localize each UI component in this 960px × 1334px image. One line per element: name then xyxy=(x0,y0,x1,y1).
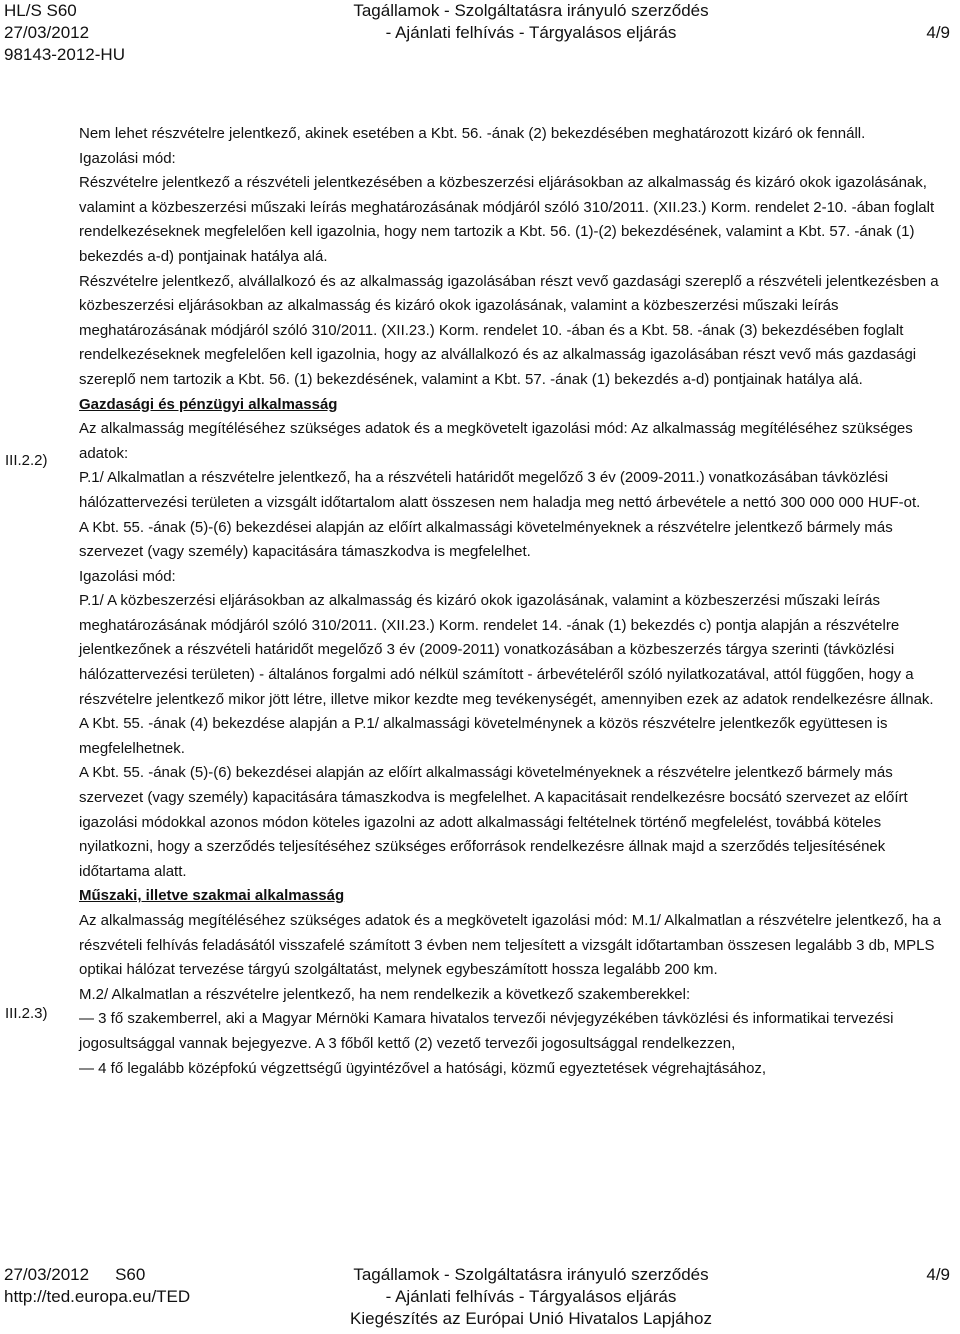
footer-subtitle: - Ajánlati felhívás - Tárgyalásos eljárás xyxy=(385,1287,677,1306)
footer-supplement: Kiegészítés az Európai Unió Hivatalos Lapjához xyxy=(350,1309,712,1328)
technical-m2: M.2/ Alkalmatlan a részvételre jelentkező, ha nem rendelkezik a következő szakemberekkel: xyxy=(79,985,691,1003)
financial-heading: Gazdasági és pénzügyi alkalmasság xyxy=(79,395,338,413)
financial-capacity-2: A Kbt. 55. -ának (5)-(6) bekezdései alapján az előírt alkalmassági követelményeknek a részvételre jelentkező bármely más szervezet (vagy személy) kapacitására támaszkodva is megfelelhet. A kapacitásait rendelkezésre bocsátó szervezet az előírt igazolási módokkal azonos módon köteles igazolni az adott alkalmassági feltételnek történő megfelelést, továbbá köteles nyilatkozni, hogy a szerződés teljesítéséhez szükséges erőforrások rendelkezésre állnak majd a szerződés teljesítésének időtartama alatt. xyxy=(79,764,908,880)
header-left xyxy=(4,0,125,66)
header-page-number: 4/9 xyxy=(926,23,950,42)
header-date: 27/03/2012 xyxy=(4,23,90,42)
footer-page-number: 4/9 xyxy=(926,1265,950,1284)
technical-heading: Műszaki, illetve szakmai alkalmasság xyxy=(79,887,345,905)
section-number-s2: III.2.3) xyxy=(5,1005,48,1022)
header-title: Tagállamok - Szolgáltatásra irányuló szerződés xyxy=(353,1,709,20)
subcontractor-proof-text: Részvételre jelentkező, alvállalkozó és az alkalmasság igazolásában részt vevő gazdasági szereplő a részvételi jelentkezésben a közbeszerzési eljárásokban az alkalmasság és kizáró okok igazolásának, valamint a közbeszerzési műszaki leírás meghatározásának módjáról szóló 310/2011. (XII.23.) Korm. rendelet 10. -ában és a Kbt. 58. -ának (3) bekezdésében foglalt rendelkezéseknek megfelelően kell igazolnia, hogy az alvállalkozó és az alkalmasság igazolásában részt vevő más gazdasági szereplő nem tartozik a Kbt. 56. (1) bekezdésének, valamint a Kbt. 57. -ának (1) bekezdés a-d) pontjainak hatálya alá. xyxy=(79,272,939,388)
footer-url[interactable]: http://ted.europa.eu/TED xyxy=(4,1287,191,1306)
proof-method-label: Igazolási mód: xyxy=(79,149,176,167)
footer-left xyxy=(4,1264,190,1308)
technical-m2-item1: — 3 fő szakemberrel, aki a Magyar Mérnöki Kamara hivatalos tervezői névjegyzékében távközlési és informatikai tervezési jogosultsággal vannak bejegyezve. A 3 főből kettő (2) vezető tervezői jogosultsággal rendelkezzen, xyxy=(79,1010,894,1052)
header-center xyxy=(345,0,717,44)
financial-intro: Az alkalmasság megítéléséhez szükséges adatok és a megkövetelt igazolási mód: Az alkalmasság megítéléséhez szükséges adatok: xyxy=(79,420,913,462)
financial-proof-label: Igazolási mód: xyxy=(79,567,176,585)
header-journal-ref: HL/S S60 xyxy=(4,1,77,20)
header-notice-id: 98143-2012-HU xyxy=(4,45,125,64)
section-number-s1: III.2.2) xyxy=(5,452,48,469)
financial-proof-p1: P.1/ A közbeszerzési eljárásokban az alkalmasság és kizáró okok igazolásának, valamint a közbeszerzési műszaki leírás meghatározásának módjáról szóló 310/2011. (XII.23.) Korm. rendelet 14. -ának (1) bekezdés c) pontja alapján a részvételre jelentkezőnek a részvételi határidőt megelőző 3 év (2009-2011) vonatkozásában a közbeszerzés tárgya szerinti (távközlési hálózattervezési területen) - általános forgalmi adó nélkül számított - árbevételéről szóló nyilatkozatával, attól függően, hogy a részvételre jelentkező mikor jött létre, illetve mikor kezdte meg tevékenységét, amennyiben ezek az adatok rendelkezésre állnak. xyxy=(79,592,934,708)
main-content xyxy=(79,122,955,1081)
header-subtitle: - Ajánlati felhívás - Tárgyalásos eljárás xyxy=(385,23,677,42)
financial-joint: A Kbt. 55. -ának (4) bekezdése alapján a P.1/ alkalmassági követelménynek a közös részvételre jelentkezők együttesen is megfelelhetnek. xyxy=(79,715,888,757)
footer-title: Tagállamok - Szolgáltatásra irányuló szerződés xyxy=(353,1265,709,1284)
footer-section: S60 xyxy=(115,1265,146,1284)
footer-center xyxy=(345,1264,717,1330)
applicant-proof-text: Részvételre jelentkező a részvételi jelentkezésében a közbeszerzési eljárásokban az alkalmasság és kizáró okok igazolásának, valamint a közbeszerzési műszaki leírás meghatározásának módjáról szóló 310/2011. (XII.23.) Korm. rendelet 2-10. -ában foglalt rendelkezéseknek megfelelően kell igazolnia, hogy nem tartozik a Kbt. 56. (1)-(2) bekezdésének, valamint a Kbt. 57. -ának (1) bekezdés a-d) pontjainak hatálya alá. xyxy=(79,174,935,265)
exclusion-text: Nem lehet részvételre jelentkező, akinek esetében a Kbt. 56. -ának (2) bekezdésében meghatározott kizáró ok fennáll. xyxy=(79,125,866,142)
footer-date: 27/03/2012 xyxy=(4,1265,90,1284)
technical-m1: Az alkalmasság megítéléséhez szükséges adatok és a megkövetelt igazolási mód: M.1/ Alkalmatlan a részvételre jelentkező, ha a részvételi felhívás feladásától visszafelé számított 3 évben nem teljesített a vizsgált időtartamban összesen legalább 3 db, MPLS optikai hálózat tervezése tárgyú szolgáltatást, melynek egybeszámított hossza legalább 200 km. xyxy=(79,912,942,979)
financial-capacity: A Kbt. 55. -ának (5)-(6) bekezdései alapján az előírt alkalmassági követelményeknek a részvételre jelentkező bármely más szervezet (vagy személy) kapacitására támaszkodva is megfelelhet. xyxy=(79,518,893,561)
financial-p1: P.1/ Alkalmatlan a részvételre jelentkező, ha a részvételi határidőt megelőző 3 év (2009-2011.) vonatkozásában távközlési hálózattervezési területen a vizsgált időtartalom alatt összesen nem haladja meg nettó árbevétele a nettó 300 000 000 HUF-ot. xyxy=(79,469,921,511)
technical-m2-item2: — 4 fő legalább középfokú végzettségű ügyintézővel a hatósági, közmű egyeztetések végrehajtásához, xyxy=(79,1059,767,1077)
